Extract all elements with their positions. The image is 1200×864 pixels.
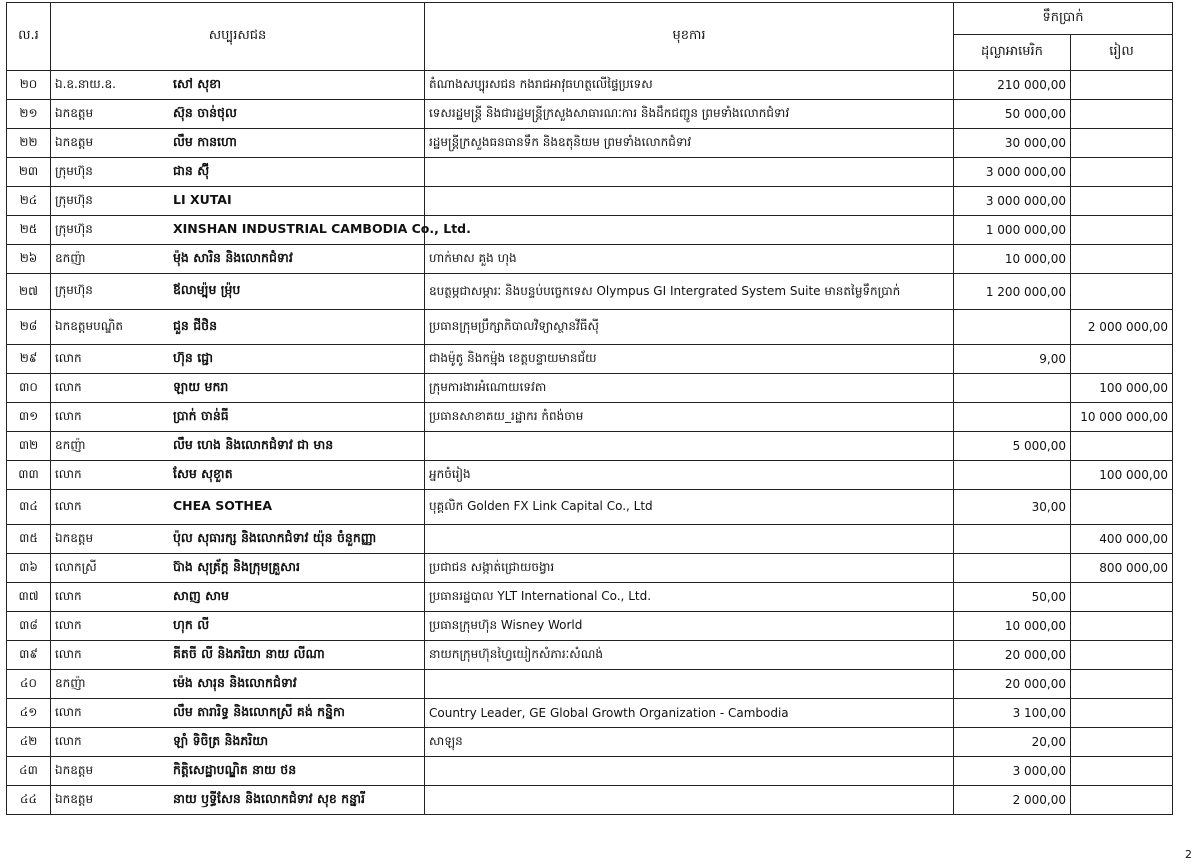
riel-amount: 400 000,00 xyxy=(1071,525,1173,554)
purpose-cell xyxy=(425,216,954,245)
donor-name: XINSHAN INDUSTRIAL CAMBODIA Co., Ltd. xyxy=(173,221,471,236)
table-row xyxy=(7,461,1173,490)
donor-name: ប្រាក់ ចាន់ធី xyxy=(173,407,229,423)
row-number: ៤២ xyxy=(7,728,51,757)
donor-title: លោក xyxy=(55,379,82,394)
donor-title: ក្រុមហ៊ុន xyxy=(55,193,93,207)
usd-amount xyxy=(954,374,1071,403)
riel-amount xyxy=(1071,612,1173,641)
table-row xyxy=(7,728,1173,757)
donor-cell xyxy=(51,129,425,158)
row-number: ៣១ xyxy=(7,403,51,432)
usd-amount: 3 000,00 xyxy=(954,757,1071,786)
donor-title: លោក xyxy=(55,466,82,481)
purpose-cell: ទេសរដ្ឋមន្ត្រី និងជារដ្ឋមន្ត្រីក្រសួងសាធារណៈការ និងដឹកជញ្ជូន ព្រមទាំងលោកជំទាវ xyxy=(425,100,954,129)
header-donor: សប្បុរសជន xyxy=(51,3,425,71)
usd-amount: 9,00 xyxy=(954,345,1071,374)
purpose-cell xyxy=(425,525,954,554)
purpose-cell: អ្នកចំរៀង xyxy=(425,461,954,490)
donor-title: លោកស្រី xyxy=(55,559,97,574)
riel-amount xyxy=(1071,583,1173,612)
row-number: ៤៤ xyxy=(7,786,51,815)
riel-amount: 100 000,00 xyxy=(1071,461,1173,490)
donor-cell xyxy=(51,100,425,129)
usd-amount: 20 000,00 xyxy=(954,670,1071,699)
table-row xyxy=(7,490,1173,525)
riel-amount: 100 000,00 xyxy=(1071,374,1173,403)
purpose-cell: ប្រធានសាខាគយ_រដ្ឋាករ កំពង់ចាម xyxy=(425,403,954,432)
purpose-cell xyxy=(425,786,954,815)
donor-cell xyxy=(51,490,425,525)
table-row xyxy=(7,274,1173,310)
purpose-cell: ប្រធានក្រុមប្រឹក្សាភិបាលវិទ្យាស្ថានវីធីស៊ី xyxy=(425,310,954,345)
usd-amount: 5 000,00 xyxy=(954,432,1071,461)
purpose-cell: ប្រធានក្រុមហ៊ុន Wisney World xyxy=(425,612,954,641)
purpose-cell xyxy=(425,670,954,699)
row-number: ៣៧ xyxy=(7,583,51,612)
donor-cell xyxy=(51,670,425,699)
donor-title: ឯកឧត្តម xyxy=(55,762,94,777)
header-riel: រៀល xyxy=(1071,35,1173,71)
riel-amount xyxy=(1071,100,1173,129)
row-number: ២៥ xyxy=(7,216,51,245)
purpose-cell xyxy=(425,757,954,786)
donor-name: ជួន ជីថិន xyxy=(173,317,218,333)
donor-name: ម៉ុង សារិន និងលោកជំទាវ xyxy=(173,249,293,265)
donor-name: ប៉ុល សុធារក្ស និងលោកជំទាវ យ៉ុន ចំនួកញ្ញា xyxy=(173,529,377,545)
donor-title: ក្រុមហ៊ុន xyxy=(55,222,93,236)
riel-amount xyxy=(1071,432,1173,461)
donor-cell xyxy=(51,216,471,245)
donor-title: លោក xyxy=(55,646,82,661)
table-row xyxy=(7,403,1173,432)
usd-amount: 30 000,00 xyxy=(954,129,1071,158)
donor-cell xyxy=(51,158,425,187)
purpose-cell: រដ្ឋមន្ត្រីក្រសួងធនធានទឹក និងឧតុនិយម ព្រមទាំងលោកជំទាវ xyxy=(425,129,954,158)
donor-name: ហ៊ុន ជ្ជោ xyxy=(173,349,214,365)
donor-title: លោក xyxy=(55,617,82,632)
row-number: ៣៥ xyxy=(7,525,51,554)
table-row xyxy=(7,757,1173,786)
riel-amount xyxy=(1071,187,1173,216)
riel-amount xyxy=(1071,641,1173,670)
usd-amount: 1 200 000,00 xyxy=(954,274,1071,310)
purpose-cell: ហាក់មាស គួង ហុង xyxy=(425,245,954,274)
donor-cell xyxy=(51,583,425,612)
table-row xyxy=(7,100,1173,129)
donor-cell xyxy=(51,728,425,757)
purpose-cell: ក្រុមការងារអំណោយទេវតា xyxy=(425,374,954,403)
riel-amount xyxy=(1071,158,1173,187)
purpose-cell: ជាងម៉ូតូ និងកម្ម៉ុង ខេត្តបន្ទាយមានជ័យ xyxy=(425,345,954,374)
donor-cell xyxy=(51,525,425,554)
riel-amount xyxy=(1071,490,1173,525)
purpose-cell: ឧបត្ថម្ភជាសម្ភារៈ និងបន្ទប់បច្ចេកទេស Olympus GI Intergrated System Suite មានតម្លៃទឹកប្រាក់ xyxy=(425,274,954,310)
row-number: ៤៣ xyxy=(7,757,51,786)
donor-title: ក្រុមហ៊ុន xyxy=(55,163,93,178)
riel-amount xyxy=(1071,71,1173,100)
purpose-cell: នាយកក្រុមហ៊ុនហ្វៃយៀកសំភារៈសំណង់ xyxy=(425,641,954,670)
donor-cell xyxy=(51,641,425,670)
donor-title: ឯកឧត្តម xyxy=(55,105,94,120)
header-usd: ដុល្លាអាមេរិក xyxy=(954,35,1071,71)
riel-amount xyxy=(1071,345,1173,374)
donor-name: កិត្តិសេដ្ឋាបណ្ឌិត នាយ ថន xyxy=(173,761,297,777)
row-number: ២៨ xyxy=(7,310,51,345)
table-row xyxy=(7,245,1173,274)
table-row xyxy=(7,158,1173,187)
donor-title: ឧកញ៉ា xyxy=(55,250,86,265)
usd-amount: 20,00 xyxy=(954,728,1071,757)
row-number: ៣៣ xyxy=(7,461,51,490)
donor-title: លោក xyxy=(55,588,82,603)
purpose-cell: សាឡុន xyxy=(425,728,954,757)
riel-amount xyxy=(1071,670,1173,699)
donor-name: ហុក លី xyxy=(173,616,210,632)
donor-cell xyxy=(51,245,425,274)
donor-title: ឯកឧត្តម xyxy=(55,791,94,806)
row-number: ៣៩ xyxy=(7,641,51,670)
usd-amount xyxy=(954,461,1071,490)
donor-title: ឧកញ៉ា xyxy=(55,437,86,452)
table-row xyxy=(7,345,1173,374)
donor-name: លឹម ហេង និងលោកជំទាវ ជា មាន xyxy=(173,436,334,452)
donor-name: គីតចី លី និងភរិយា នាយ លីណា xyxy=(173,645,325,661)
row-number: ៣០ xyxy=(7,374,51,403)
usd-amount: 10 000,00 xyxy=(954,612,1071,641)
row-number: ៣៤ xyxy=(7,490,51,525)
header-amount: ទឹកប្រាក់ xyxy=(954,3,1173,35)
donor-title: ឯកឧត្តម xyxy=(55,530,94,545)
usd-amount xyxy=(954,525,1071,554)
usd-amount: 3 000 000,00 xyxy=(954,158,1071,187)
row-number: ៤១ xyxy=(7,699,51,728)
donor-name: លឹម កានហោ xyxy=(173,133,237,149)
riel-amount xyxy=(1071,786,1173,815)
riel-amount: 800 000,00 xyxy=(1071,554,1173,583)
usd-amount: 10 000,00 xyxy=(954,245,1071,274)
table-row xyxy=(7,71,1173,100)
purpose-cell: បុគ្គលិក Golden FX Link Capital Co., Ltd xyxy=(425,490,954,525)
riel-amount xyxy=(1071,216,1173,245)
usd-amount: 50 000,00 xyxy=(954,100,1071,129)
usd-amount: 1 000 000,00 xyxy=(954,216,1071,245)
purpose-cell: ប្រធានរដ្ឋបាល YLT International Co., Ltd. xyxy=(425,583,954,612)
donor-name: សែម សុខួាត xyxy=(173,465,233,481)
donor-cell xyxy=(51,374,425,403)
donor-cell xyxy=(51,786,425,815)
donor-name: ស៊ុន ចាន់ថុល xyxy=(173,104,237,120)
donor-cell xyxy=(51,345,425,374)
row-number: ៤០ xyxy=(7,670,51,699)
riel-amount xyxy=(1071,129,1173,158)
donor-table xyxy=(6,2,1173,815)
donor-title: លោក xyxy=(55,733,82,748)
donor-title: លោក xyxy=(55,350,82,365)
row-number: ៣៨ xyxy=(7,612,51,641)
donor-title: លោក xyxy=(55,704,82,719)
usd-amount: 50,00 xyxy=(954,583,1071,612)
table-row xyxy=(7,374,1173,403)
donor-title: លោក xyxy=(55,499,82,513)
row-number: ២៧ xyxy=(7,274,51,310)
table-row xyxy=(7,641,1173,670)
usd-amount: 210 000,00 xyxy=(954,71,1071,100)
donor-name: លឹម តារារិទ្ធ និងលោកស្រី គង់ កន្និកា xyxy=(173,703,345,719)
donor-cell xyxy=(51,403,425,432)
usd-amount: 2 000,00 xyxy=(954,786,1071,815)
purpose-cell: ប្រជាជន សង្កាត់ជ្រោយចង្វារ xyxy=(425,554,954,583)
donor-cell xyxy=(51,554,425,583)
donor-title: ឧកញ៉ា xyxy=(55,675,86,690)
donor-cell xyxy=(51,310,425,345)
purpose-cell: Country Leader, GE Global Growth Organization - Cambodia xyxy=(425,699,954,728)
row-number: ២២ xyxy=(7,129,51,158)
usd-amount xyxy=(954,554,1071,583)
donor-name: សាញ សាម xyxy=(173,587,229,603)
row-number: ២៤ xyxy=(7,187,51,216)
donor-name: ប៊ាង សុត្រ័ក្ត និងក្រុមគ្រួសារ xyxy=(173,558,300,574)
donor-name: ឡាំ ទិចិត្រ និងភរិយា xyxy=(173,732,269,748)
page-number: 2 xyxy=(1185,848,1192,861)
riel-amount xyxy=(1071,699,1173,728)
riel-amount xyxy=(1071,274,1173,310)
donor-title: លោក xyxy=(55,408,82,423)
table-row xyxy=(7,786,1173,815)
riel-amount xyxy=(1071,728,1173,757)
riel-amount xyxy=(1071,245,1173,274)
table-row xyxy=(7,432,1173,461)
row-number: ៣២ xyxy=(7,432,51,461)
donor-cell xyxy=(51,612,425,641)
table-row xyxy=(7,525,1173,554)
purpose-cell xyxy=(425,158,954,187)
purpose-cell: តំណាងសប្បុរសជន កងរាជអាវុធហត្ថលើផ្ទៃប្រទេស xyxy=(425,71,954,100)
donor-title: ឯ.ឧ.នាយ.ឧ. xyxy=(55,76,116,91)
usd-amount: 30,00 xyxy=(954,490,1071,525)
table-body xyxy=(7,71,1173,815)
donor-name: CHEA SOTHEA xyxy=(173,498,273,513)
donor-cell xyxy=(51,757,425,786)
donor-cell xyxy=(51,432,425,461)
row-number: ២១ xyxy=(7,100,51,129)
donor-title: ឯកឧត្តម xyxy=(55,134,94,149)
donor-name: ម៉េង សារុន និងលោកជំទាវ xyxy=(173,674,297,690)
table-row xyxy=(7,129,1173,158)
riel-amount: 10 000 000,00 xyxy=(1071,403,1173,432)
header-purpose: មុខការ xyxy=(425,3,954,71)
row-number: ៣៦ xyxy=(7,554,51,583)
donor-cell xyxy=(51,71,425,100)
usd-amount: 3 100,00 xyxy=(954,699,1071,728)
donor-name: ឡាយ មករា xyxy=(173,378,229,394)
donor-cell xyxy=(51,699,425,728)
donor-title: ឯកឧត្តមបណ្ឌិត xyxy=(55,318,123,333)
row-number: ២០ xyxy=(7,71,51,100)
usd-amount: 3 000 000,00 xyxy=(954,187,1071,216)
riel-amount xyxy=(1071,757,1173,786)
table-row xyxy=(7,310,1173,345)
table-row xyxy=(7,554,1173,583)
usd-amount: 20 000,00 xyxy=(954,641,1071,670)
riel-amount: 2 000 000,00 xyxy=(1071,310,1173,345)
table-row xyxy=(7,699,1173,728)
table-row xyxy=(7,216,1173,245)
header-no: ល.រ xyxy=(7,3,51,71)
donor-name: ជាន ស៊ុី xyxy=(173,162,210,178)
row-number: ២៦ xyxy=(7,245,51,274)
row-number: ២៩ xyxy=(7,345,51,374)
row-number: ២៣ xyxy=(7,158,51,187)
donor-cell xyxy=(51,461,425,490)
table-row xyxy=(7,612,1173,641)
donor-name: LI XUTAI xyxy=(173,192,232,207)
table-row xyxy=(7,583,1173,612)
donor-name: នាយ ឫទ្ធីសែន និងលោកជំទាវ សុខ កន្នារី xyxy=(173,790,365,806)
table-row xyxy=(7,187,1173,216)
donor-title: ក្រុមហ៊ុន xyxy=(55,283,93,297)
donor-cell xyxy=(51,274,425,310)
donor-cell xyxy=(51,187,425,216)
donor-name: ឪលាម្ប៉ុម ម្រ៉ុប xyxy=(173,282,241,297)
usd-amount xyxy=(954,403,1071,432)
usd-amount xyxy=(954,310,1071,345)
purpose-cell xyxy=(425,432,954,461)
purpose-cell xyxy=(425,187,954,216)
table-row xyxy=(7,670,1173,699)
donor-name: សៅ សុខា xyxy=(173,75,221,91)
